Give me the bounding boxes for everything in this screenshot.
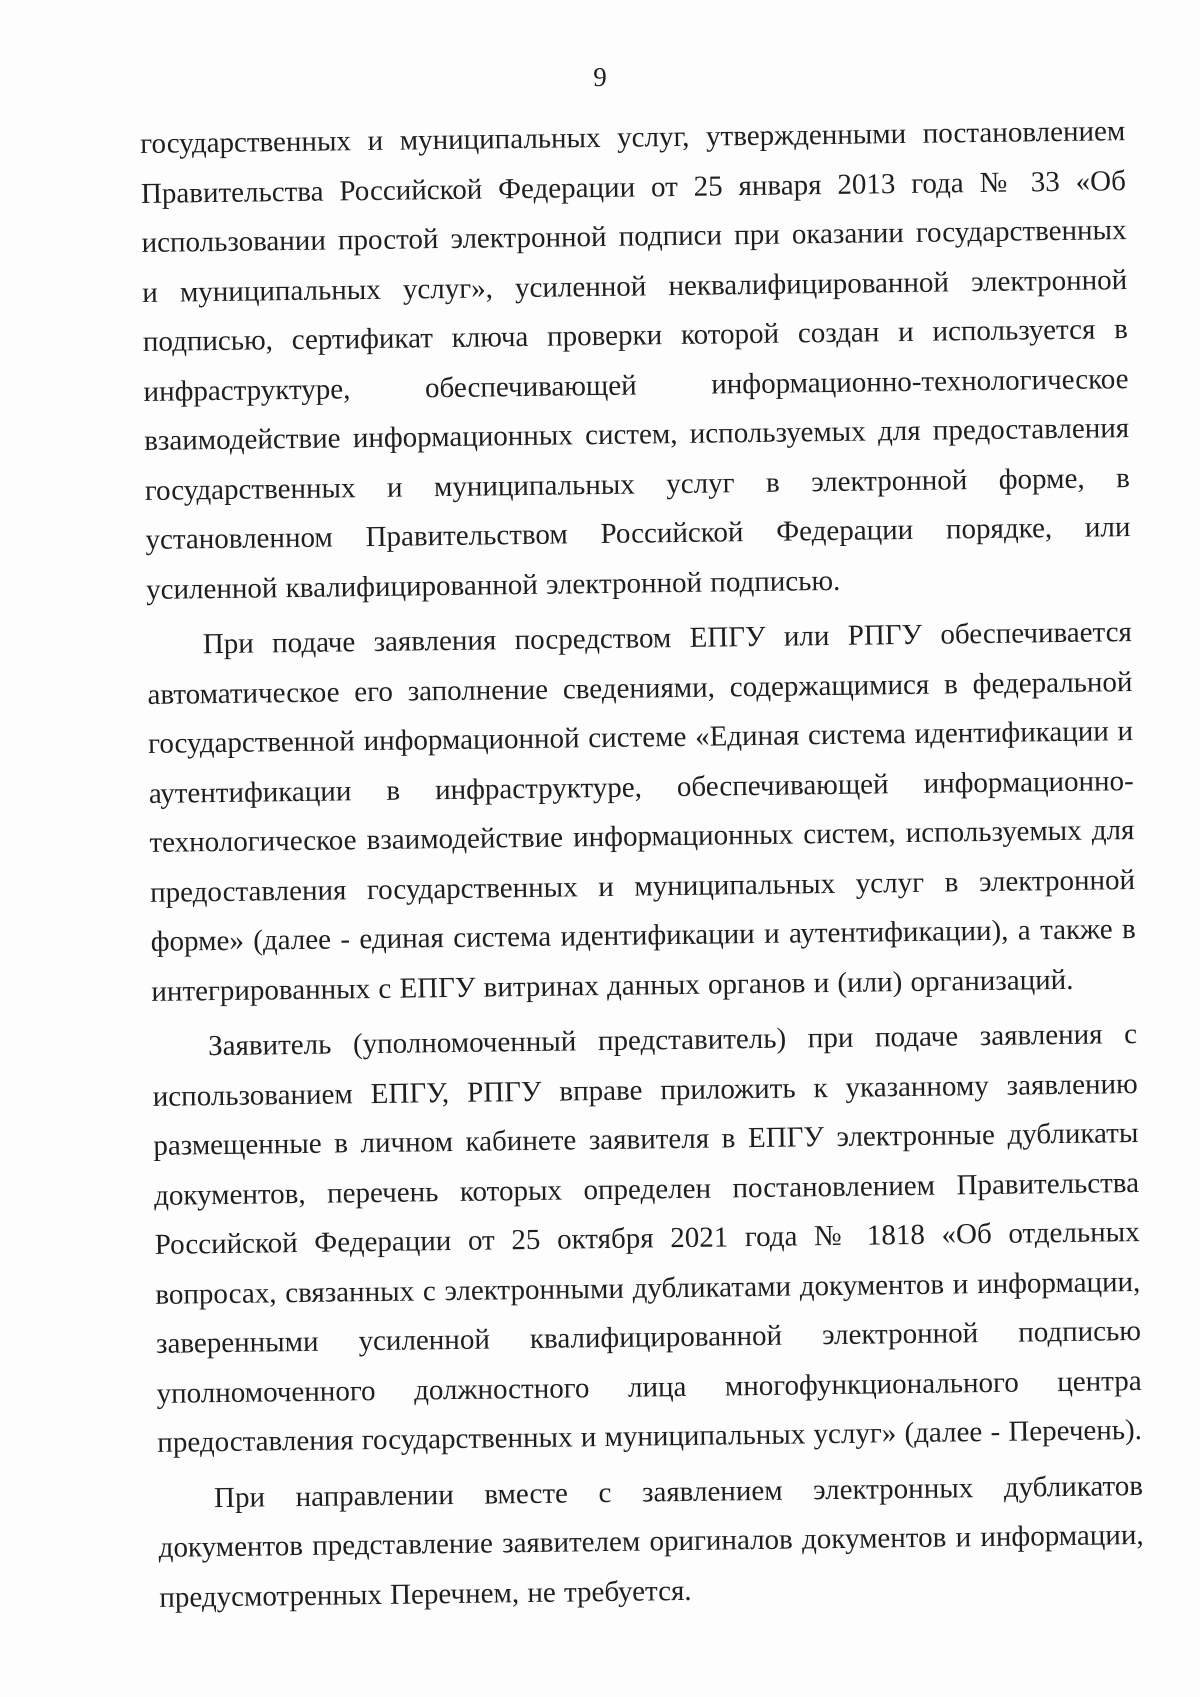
paragraph-originals-not-required: При направлении вместе с заявлением электронных дубликатов документов представление заявителем оригиналов документов и информации, предусмотренных Перечнем, не требуется. [158, 1469, 1144, 1614]
page-number: 9 [593, 62, 607, 92]
paragraph-continuation: государственных и муниципальных услуг, утвержденными постановлением Правительства Российской Федерации от 25 января 2013 года № 33 «Об использовании простой электронной подписи при оказании государственных и муниципальных услуг», усиленной неквалифицированной электронной подписью, сертификат ключа проверки которой создан и используется в инфраструктуре, обеспечивающей информационно-технологическое взаимодействие информационных систем, используемых для предоставления государственных и муниципальных услуг в электронной форме, в установленном Правительством Российской Федерации порядке, или усиленной квалифицированной электронной подписью. [140, 115, 1131, 606]
document-body [140, 107, 1145, 1629]
paragraph-epgu-autofill: При подаче заявления посредством ЕПГУ или РПГУ обеспечивается автоматическое его заполнение сведениями, содержащимися в федеральной государственной информационной системе «Единая система идентификации и аутентификации в инфраструктуре, обеспечивающей информационно-технологическое взаимодействие информационных систем, используемых для предоставления государственных и муниципальных услуг в электронной форме» (далее - единая система идентификации и аутентификации), а также в интегрированных с ЕПГУ витринах данных органов и (или) организаций. [147, 616, 1136, 1008]
paragraph-electronic-duplicates: Заявитель (уполномоченный представитель) при подаче заявления с использованием ЕПГУ, РПГУ вправе приложить к указанному заявлению размещенные в личном кабинете заявителя в ЕПГУ электронные дубликаты документов, перечень которых определен постановлением Правительства Российской Федерации от 25 октября 2021 года № 1818 «Об отдельных вопросах, связанных с электронными дубликатами документов и информации, заверенными усиленной квалифицированной электронной подписью уполномоченного должностного лица многофункционального центра предоставления государственных и муниципальных услуг» (далее - Перечень). [152, 1018, 1143, 1459]
